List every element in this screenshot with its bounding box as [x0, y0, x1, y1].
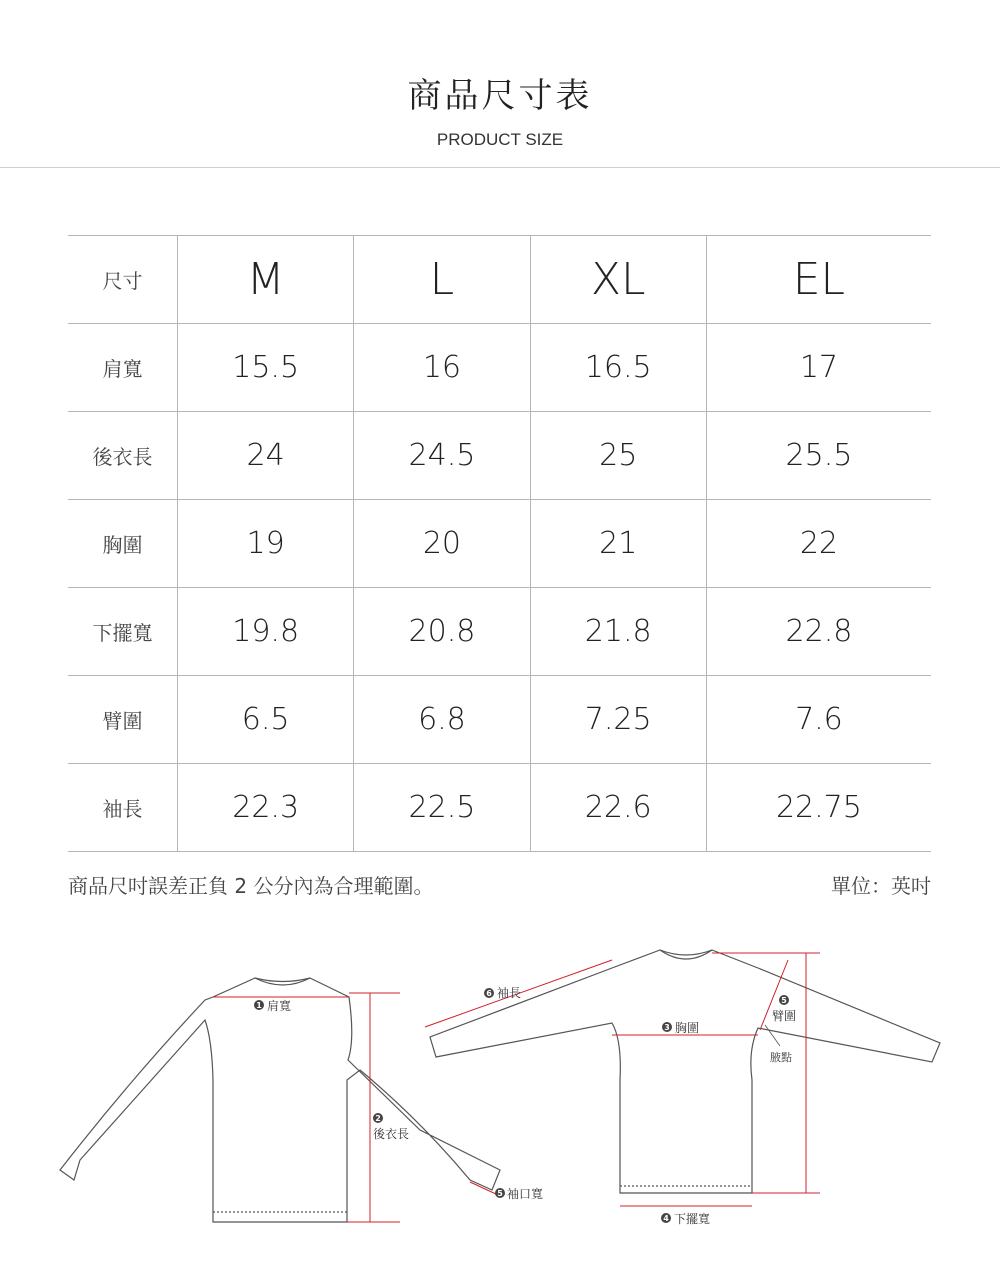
svg-text:袖長: 袖長	[497, 986, 522, 1000]
svg-text:2: 2	[375, 1114, 381, 1123]
table-cell: 17	[706, 324, 931, 412]
size-label: 尺寸	[68, 236, 178, 324]
table-cell: 16	[354, 324, 530, 412]
row-label: 肩寬	[68, 324, 178, 412]
table-cell: 7.25	[530, 676, 706, 764]
size-table	[68, 235, 931, 852]
page-subtitle: PRODUCT SIZE	[436, 130, 564, 149]
svg-text:6: 6	[486, 989, 492, 998]
svg-text:下擺寬: 下擺寬	[674, 1212, 711, 1226]
header	[0, 0, 1000, 168]
svg-text:3: 3	[664, 1023, 670, 1032]
size-l: L	[354, 236, 530, 324]
page-title: 商品尺寸表	[407, 76, 593, 116]
size-el: EL	[706, 236, 931, 324]
row-label: 後衣長	[68, 412, 178, 500]
table-cell: 6.8	[354, 676, 530, 764]
svg-text:臂圍: 臂圍	[772, 1009, 797, 1023]
measurement-diagram	[0, 930, 1000, 1250]
table-cell: 6.5	[178, 676, 354, 764]
table-row	[68, 500, 931, 588]
table-cell: 19	[178, 500, 354, 588]
size-m: M	[178, 236, 354, 324]
table-cell: 22.6	[530, 764, 706, 852]
size-xl: XL	[530, 236, 706, 324]
table-cell: 20.8	[354, 588, 530, 676]
table-cell: 22.5	[354, 764, 530, 852]
table-cell: 19.8	[178, 588, 354, 676]
table-cell: 22.75	[706, 764, 931, 852]
table-cell: 7.6	[706, 676, 931, 764]
row-label: 臂圍	[68, 676, 178, 764]
table-cell: 21	[530, 500, 706, 588]
label-hem	[661, 1211, 710, 1226]
svg-text:胸圍: 胸圍	[675, 1021, 700, 1035]
svg-text:肩寬: 肩寬	[267, 999, 292, 1013]
table-cell: 21.8	[530, 588, 706, 676]
svg-text:腋點: 腋點	[770, 1051, 792, 1064]
table-cell: 22.8	[706, 588, 931, 676]
label-back-length	[373, 1113, 409, 1141]
label-armpit	[770, 1050, 792, 1064]
row-label: 胸圍	[68, 500, 178, 588]
back-shirt-outline	[60, 978, 500, 1222]
svg-text:後衣長: 後衣長	[373, 1127, 410, 1141]
table-cell: 16.5	[530, 324, 706, 412]
table-row	[68, 412, 931, 500]
table-cell: 22.3	[178, 764, 354, 852]
header-divider	[0, 167, 1000, 168]
table-cell: 15.5	[178, 324, 354, 412]
row-label: 袖長	[68, 764, 178, 852]
table-row	[68, 676, 931, 764]
table-cell: 20	[354, 500, 530, 588]
table-row	[68, 324, 931, 412]
svg-text:1: 1	[256, 1001, 262, 1010]
label-shoulder	[254, 998, 291, 1013]
table-cell: 25	[530, 412, 706, 500]
svg-text:5: 5	[781, 996, 787, 1005]
table-row	[68, 588, 931, 676]
label-chest	[662, 1020, 699, 1035]
table-header-row	[68, 236, 931, 324]
table-cell: 22	[706, 500, 931, 588]
table-cell: 25.5	[706, 412, 931, 500]
svg-text:5: 5	[497, 1189, 503, 1198]
label-cuff	[495, 1186, 543, 1201]
svg-text:4: 4	[663, 1214, 669, 1223]
table-cell: 24.5	[354, 412, 530, 500]
svg-text:袖口寬: 袖口寬	[507, 1187, 544, 1201]
tolerance-note: 商品尺吋誤差正負 2 公分內為合理範圍。	[68, 874, 434, 898]
label-arm	[772, 995, 796, 1023]
unit-note: 單位：英吋	[831, 874, 931, 898]
table-row	[68, 764, 931, 852]
row-label: 下擺寬	[68, 588, 178, 676]
label-sleeve	[484, 985, 521, 1000]
table-cell: 24	[178, 412, 354, 500]
